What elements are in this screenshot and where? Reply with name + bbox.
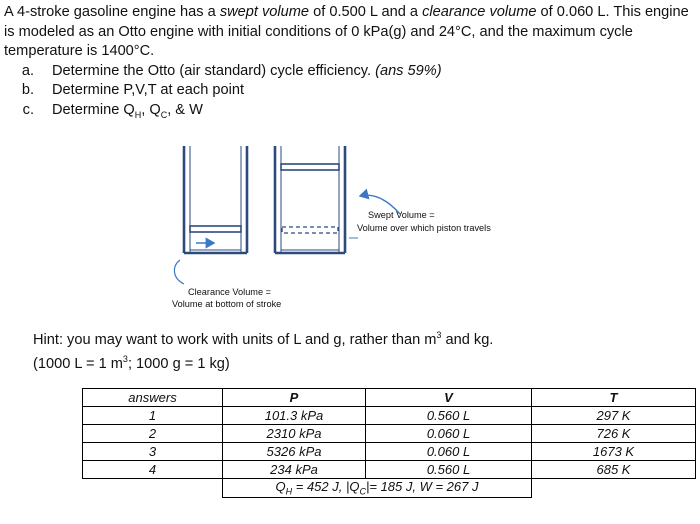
problem-intro: A 4-stroke gasoline engine has a swept volume of 0.500 L and a clearance volume of 0.060 L. This engine is modeled as an Otto engine with initial conditions of 0 kPa(g) and 24°C, and the maximum cycle temperature is 1400°C. <box>4 4 689 59</box>
piston-ghost-position <box>282 227 338 233</box>
hint-line-2: (1000 L = 1 $m^3$; 1000 g = 1 kg) <box>33 354 230 373</box>
clearance-volume-label: Clearance Volume = <box>188 287 271 297</box>
clearance-volume-definition: Volume at bottom of stroke <box>172 299 282 309</box>
task-item-a: a. Determine the Otto (air standard) cycle efficiency. (ans 59%) <box>21 62 442 79</box>
header-temperature: T <box>532 389 696 407</box>
right-cylinder <box>275 146 345 253</box>
task-item-b: b. Determine P,V,T at each point <box>21 82 245 98</box>
header-pressure: P <box>223 389 366 407</box>
hint-text <box>33 326 493 375</box>
cylinder-diagram <box>0 138 700 318</box>
table-row: 1 101.3 kPa 0.560 L 297 K <box>83 407 696 425</box>
answer-note: (ans 59%) <box>375 62 442 79</box>
clearance-arrow <box>174 260 184 284</box>
hint-line-1: Hint: you may want to work with units of L and g, rather than $m^3$ and kg. <box>33 330 494 348</box>
header-answers: answers <box>83 389 223 407</box>
problem-statement <box>4 3 698 125</box>
table-row: 3 5326 kPa 0.060 L 1673 K <box>83 443 696 461</box>
left-cylinder <box>184 146 247 253</box>
swept-volume-term: swept volume <box>219 4 310 20</box>
piston-bottom-position <box>281 164 339 170</box>
table-footer-row <box>83 479 696 498</box>
table-row: 2 2310 kPa 0.060 L 726 K <box>83 425 696 443</box>
clearance-volume-term: clearance volume <box>422 4 537 20</box>
table-row: 4 234 kPa 0.560 L 685 K <box>83 461 696 479</box>
task-item-c: c. Determine $Q_H$, $Q_C$, & W <box>22 101 203 120</box>
answers-table <box>82 388 696 498</box>
header-volume: V <box>366 389 532 407</box>
piston-top-position <box>190 226 241 232</box>
task-list <box>4 62 698 125</box>
heat-work-summary: $Q_H = 452$ J, $|Q_C|= 185$ J, W = 267 J <box>223 479 532 498</box>
table-header-row <box>83 389 696 407</box>
swept-volume-label: Swept Volume = <box>368 210 435 220</box>
cylinder-drawing <box>0 138 700 318</box>
swept-volume-definition: Volume over which piston travels <box>357 223 491 233</box>
